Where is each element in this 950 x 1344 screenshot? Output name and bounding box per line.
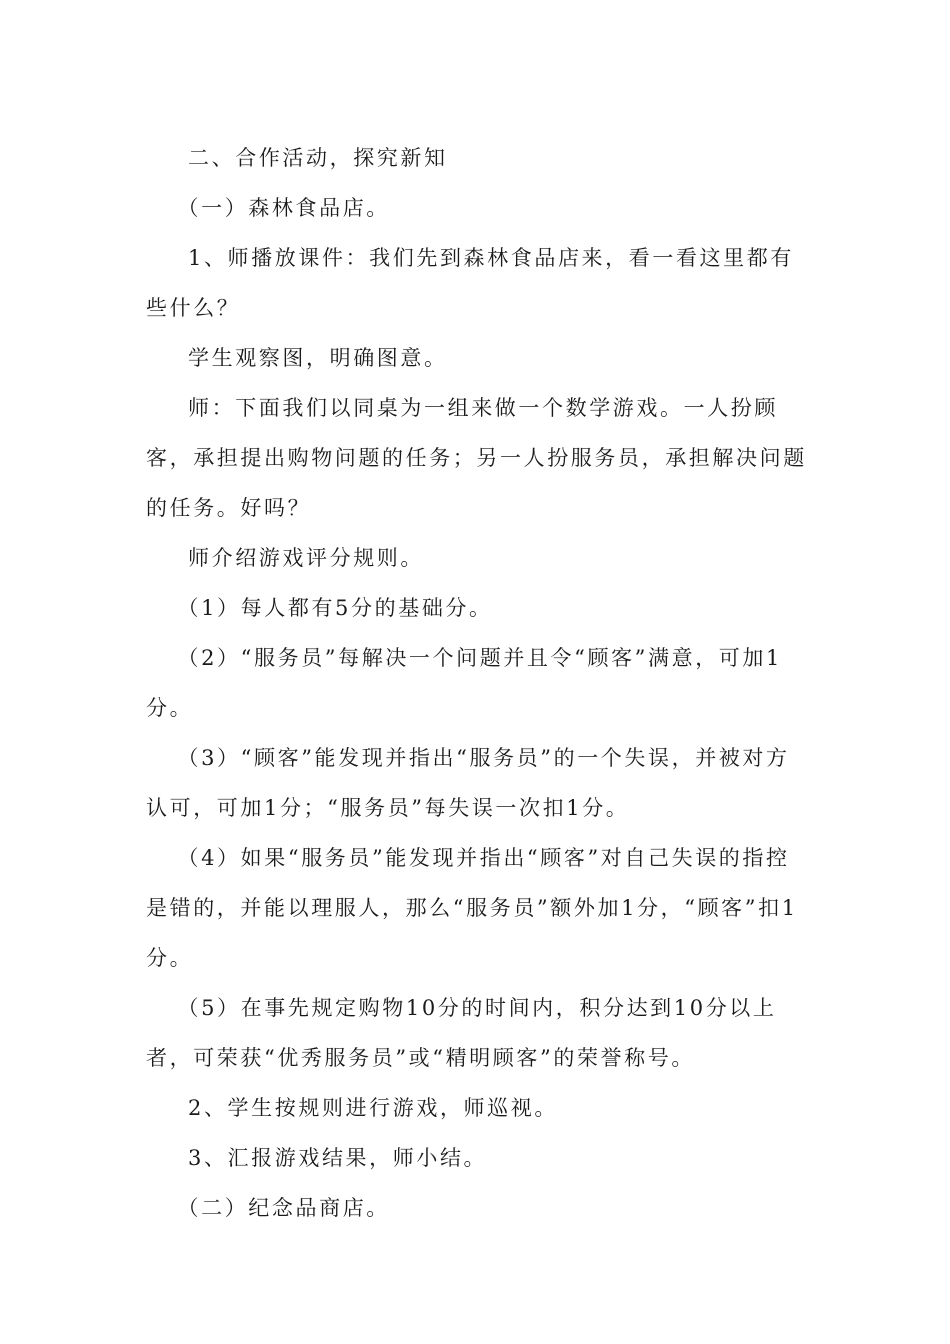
paragraph: 2、学生按规则进行游戏，师巡视。 <box>188 1096 558 1120</box>
paragraph: 3、汇报游戏结果，师小结。 <box>188 1146 488 1170</box>
paragraph: 师：下面我们以同桌为一组来做一个数学游戏。一人扮顾客，承担提出购物问题的任务；另一人扮服务员，承担解决问题的任务。好吗？ <box>146 396 807 520</box>
paragraph: 1、师播放课件：我们先到森林食品店来，看一看这里都有些什么？ <box>146 246 794 320</box>
section-heading: 二、合作活动，探究新知 <box>188 146 448 170</box>
rule-item: （2）“服务员”每解决一个问题并且令“顾客”满意，可加1分。 <box>146 646 782 720</box>
rule-item: （3）“顾客”能发现并指出“服务员”的一个失误，并被对方认可，可加1分；“服务员”每失误一次扣1分。 <box>146 746 790 820</box>
rule-item: （5）在事先规定购物10分的时间内，积分达到10分以上者，可荣获“优秀服务员”或“精明顾客”的荣誉称号。 <box>146 996 777 1070</box>
paragraph: 师介绍游戏评分规则。 <box>188 546 424 570</box>
subsection-heading: （一）森林食品店。 <box>177 196 390 220</box>
paragraph: 学生观察图，明确图意。 <box>188 346 448 370</box>
rule-item: （1）每人都有5分的基础分。 <box>177 596 493 620</box>
document-body <box>146 133 810 1233</box>
rule-item: （4）如果“服务员”能发现并指出“顾客”对自己失误的指控是错的，并能以理服人，那么“服务员”额外加1分，“顾客”扣1分。 <box>146 846 798 970</box>
subsection-heading: （二）纪念品商店。 <box>177 1196 390 1220</box>
